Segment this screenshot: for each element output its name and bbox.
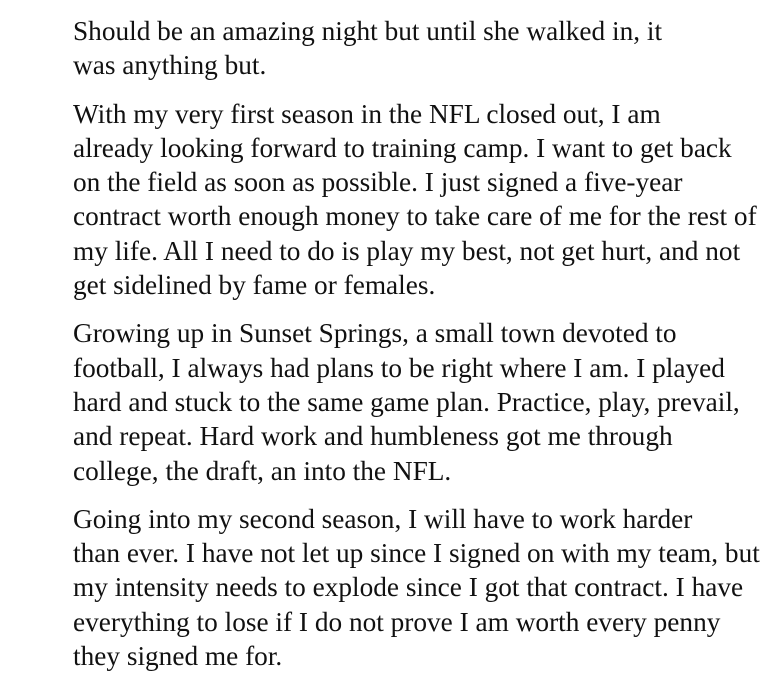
text-line: hard and stuck to the same game plan. Practice, play, prevail,: [73, 386, 740, 417]
text-line: already looking forward to training camp. I want to get back: [73, 132, 732, 163]
text-line: football, I always had plans to be right where I am. I played: [73, 352, 725, 383]
text-line: than ever. I have not let up since I signed on with my team, but: [73, 538, 760, 569]
text-line: get sidelined by fame or females.: [73, 270, 436, 301]
paragraph: [13, 316, 771, 487]
text-line: With my very first season in the NFL closed out, I am: [73, 98, 661, 129]
text-line: contract worth enough money to take care of me for the rest of: [73, 201, 757, 232]
paragraph: [13, 502, 771, 673]
text-line: Should be an amazing night but until she walked in, it: [73, 16, 663, 46]
paragraph: [13, 97, 771, 303]
text-line: college, the draft, an into the NFL.: [73, 455, 452, 486]
text-line: my life. All I need to do is play my best, not get hurt, and not: [73, 235, 741, 266]
text-line: and repeat. Hard work and humbleness got me through: [73, 421, 673, 452]
text-line: Growing up in Sunset Springs, a small town devoted to: [73, 318, 677, 349]
text-line: Going into my second season, I will have to work harder: [73, 503, 693, 534]
text-line: was anything but.: [73, 50, 267, 81]
paragraph: [13, 14, 771, 83]
text-line: on the field as soon as possible. I just signed a five-year: [73, 167, 683, 198]
text-line: they signed me for.: [73, 641, 283, 672]
text-line: everything to lose if I do not prove I am worth every penny: [73, 606, 721, 637]
text-line: my intensity needs to explode since I got that contract. I have: [73, 572, 744, 603]
